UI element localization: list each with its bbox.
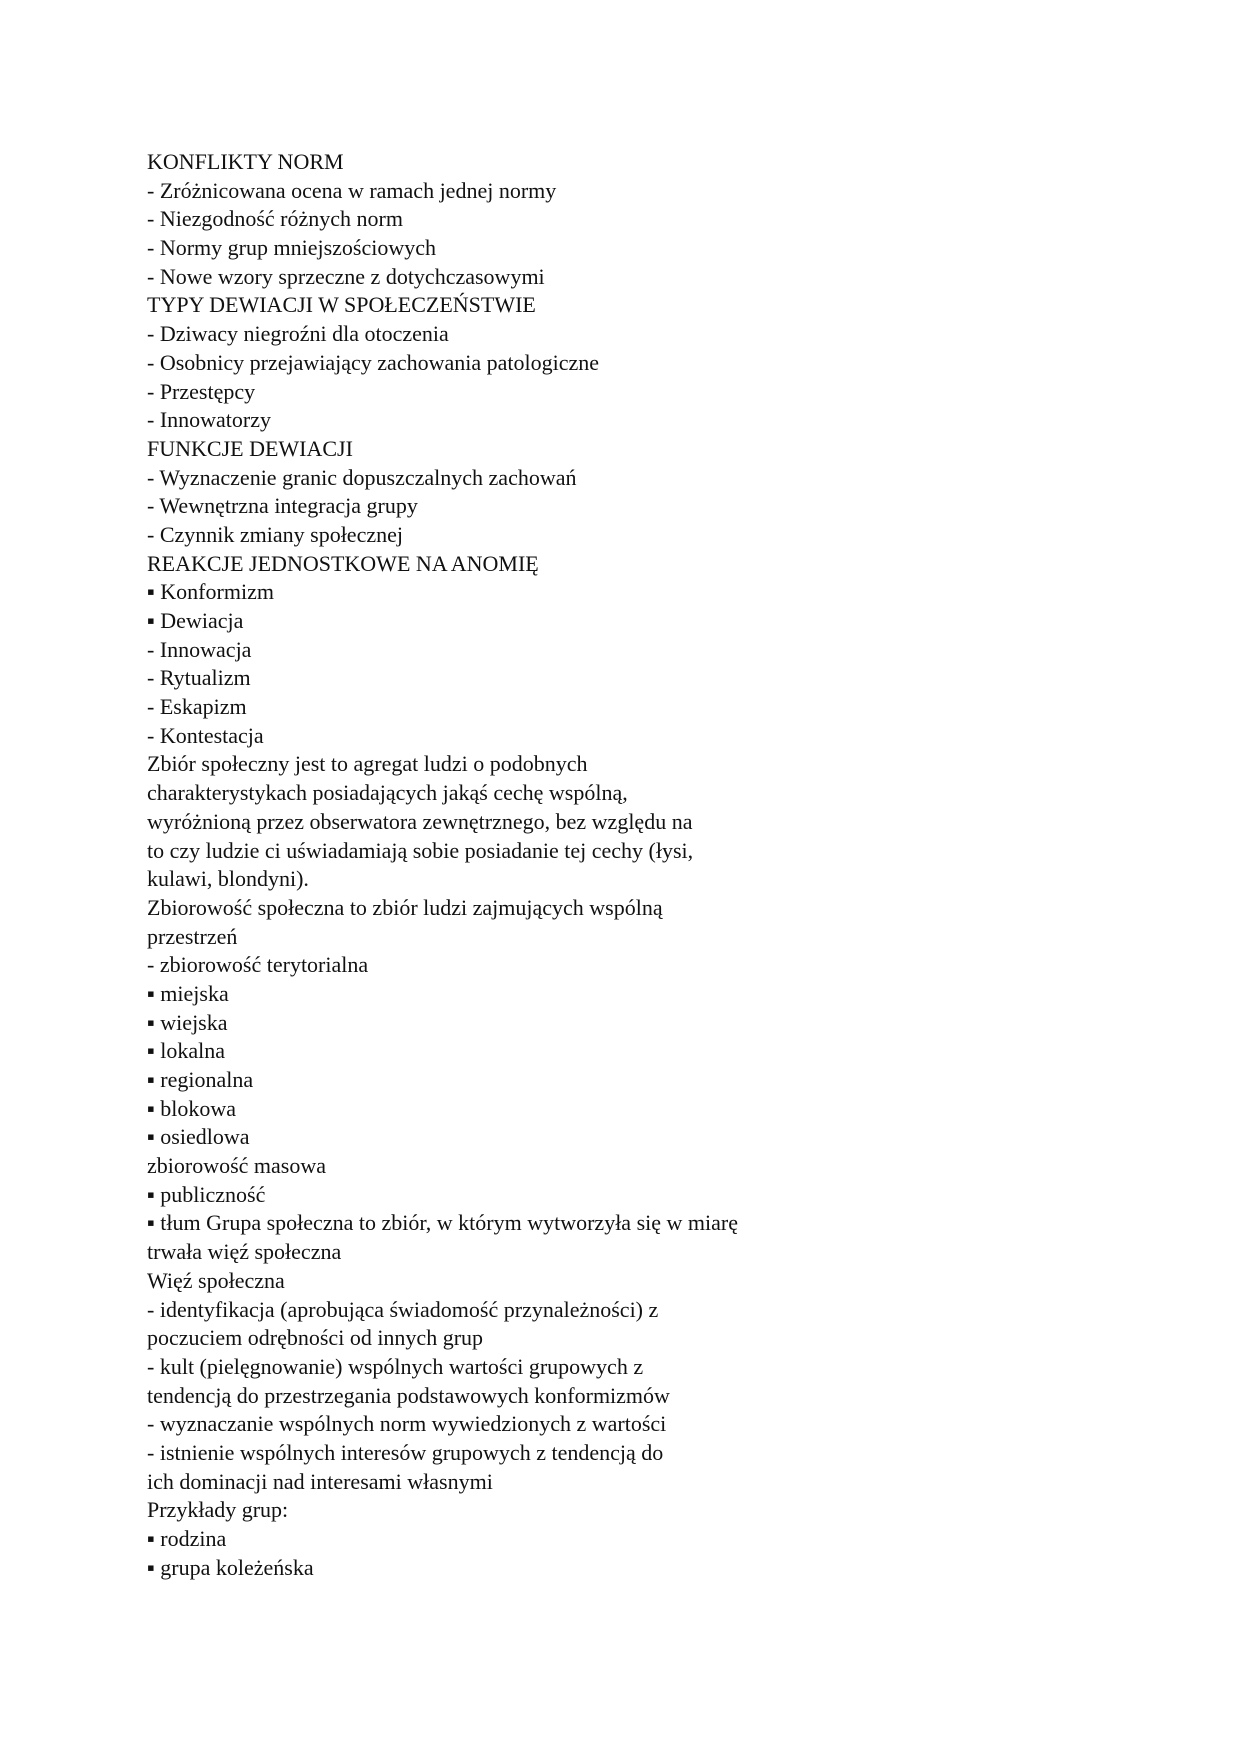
bullet-item: ▪ regionalna bbox=[147, 1067, 254, 1092]
list-item: - istnienie wspólnych interesów grupowych z tendencją do bbox=[147, 1439, 664, 1465]
list-item: - Zróżnicowana ocena w ramach jednej normy bbox=[147, 177, 557, 203]
bullet-item: ▪ Konformizm bbox=[147, 579, 274, 605]
bullet-item: ▪ Dewiacja bbox=[147, 608, 244, 633]
paragraph-line: Zbiór społeczny jest to agregat ludzi o podobnych bbox=[147, 751, 588, 777]
paragraph-line: ich dominacji nad interesami własnymi bbox=[147, 1468, 493, 1494]
paragraph-line: to czy ludzie ci uświadamiają sobie posiadanie tej cechy (łysi, bbox=[147, 837, 694, 863]
bullet-item: ▪ osiedlowa bbox=[147, 1124, 250, 1150]
list-item: - zbiorowość terytorialna bbox=[147, 952, 369, 978]
list-item: - Kontestacja bbox=[147, 722, 264, 748]
paragraph-line: poczuciem odrębności od innych grup bbox=[147, 1325, 484, 1351]
list-item: - Przestępcy bbox=[147, 378, 256, 404]
paragraph-line: kulawi, blondyni). bbox=[147, 866, 309, 892]
paragraph-line: Więź społeczna bbox=[147, 1267, 285, 1293]
bullet-item: ▪ wiejska bbox=[147, 1009, 228, 1035]
list-item: - Nowe wzory sprzeczne z dotychczasowymi bbox=[147, 263, 545, 289]
list-item: - Wyznaczenie granic dopuszczalnych zachowań bbox=[147, 464, 577, 490]
list-item: - Rytualizm bbox=[147, 665, 251, 691]
bullet-item: ▪ grupa koleżeńska bbox=[147, 1554, 314, 1580]
list-item: - Eskapizm bbox=[147, 694, 247, 720]
list-item: - identyfikacja (aprobująca świadomość przynależności) z bbox=[147, 1296, 659, 1322]
section-heading-reakcje-jednostkowe: REAKCJE JEDNOSTKOWE NA ANOMIĘ bbox=[147, 550, 539, 576]
list-item: - Czynnik zmiany społecznej bbox=[147, 521, 403, 547]
bullet-item: ▪ rodzina bbox=[147, 1526, 227, 1551]
list-item: - Osobnicy przejawiający zachowania patologiczne bbox=[147, 349, 600, 375]
list-item: - Wewnętrzna integracja grupy bbox=[147, 493, 418, 519]
paragraph-line: tendencją do przestrzegania podstawowych konformizmów bbox=[147, 1382, 670, 1408]
list-item: - Niezgodność różnych norm bbox=[147, 206, 403, 232]
list-item: - wyznaczanie wspólnych norm wywiedzionych z wartości bbox=[147, 1411, 667, 1437]
bullet-item: ▪ tłum Grupa społeczna to zbiór, w którym wytworzyła się w miarę bbox=[147, 1210, 738, 1236]
paragraph-line: wyróżnioną przez obserwatora zewnętrznego, bez względu na bbox=[147, 808, 693, 834]
list-item: - Normy grup mniejszościowych bbox=[147, 235, 436, 261]
paragraph-line: Przykłady grup: bbox=[147, 1497, 289, 1523]
paragraph-line: trwała więź społeczna bbox=[147, 1239, 342, 1265]
bullet-item: ▪ blokowa bbox=[147, 1095, 237, 1121]
section-heading-funkcje-dewiacji: FUNKCJE DEWIACJI bbox=[147, 435, 353, 461]
paragraph-line: przestrzeń bbox=[147, 923, 238, 949]
list-item: - kult (pielęgnowanie) wspólnych wartości grupowych z bbox=[147, 1353, 644, 1379]
paragraph-line: zbiorowość masowa bbox=[147, 1153, 327, 1179]
list-item: - Innowatorzy bbox=[147, 407, 272, 433]
section-heading-konflikty-norm: KONFLIKTY NORM bbox=[147, 149, 344, 174]
section-heading-typy-dewiacji: TYPY DEWIACJI W SPOŁECZEŃSTWIE bbox=[147, 292, 536, 318]
bullet-item: ▪ publiczność bbox=[147, 1181, 266, 1207]
paragraph-line: charakterystykach posiadających jakąś cechę wspólną, bbox=[147, 780, 628, 806]
list-item: - Dziwacy niegroźni dla otoczenia bbox=[147, 321, 449, 347]
list-item: - Innowacja bbox=[147, 636, 252, 662]
bullet-item: ▪ lokalna bbox=[147, 1038, 226, 1064]
bullet-item: ▪ miejska bbox=[147, 980, 229, 1006]
paragraph-line: Zbiorowość społeczna to zbiór ludzi zajmujących wspólną bbox=[147, 894, 663, 920]
document-body bbox=[147, 148, 867, 1582]
